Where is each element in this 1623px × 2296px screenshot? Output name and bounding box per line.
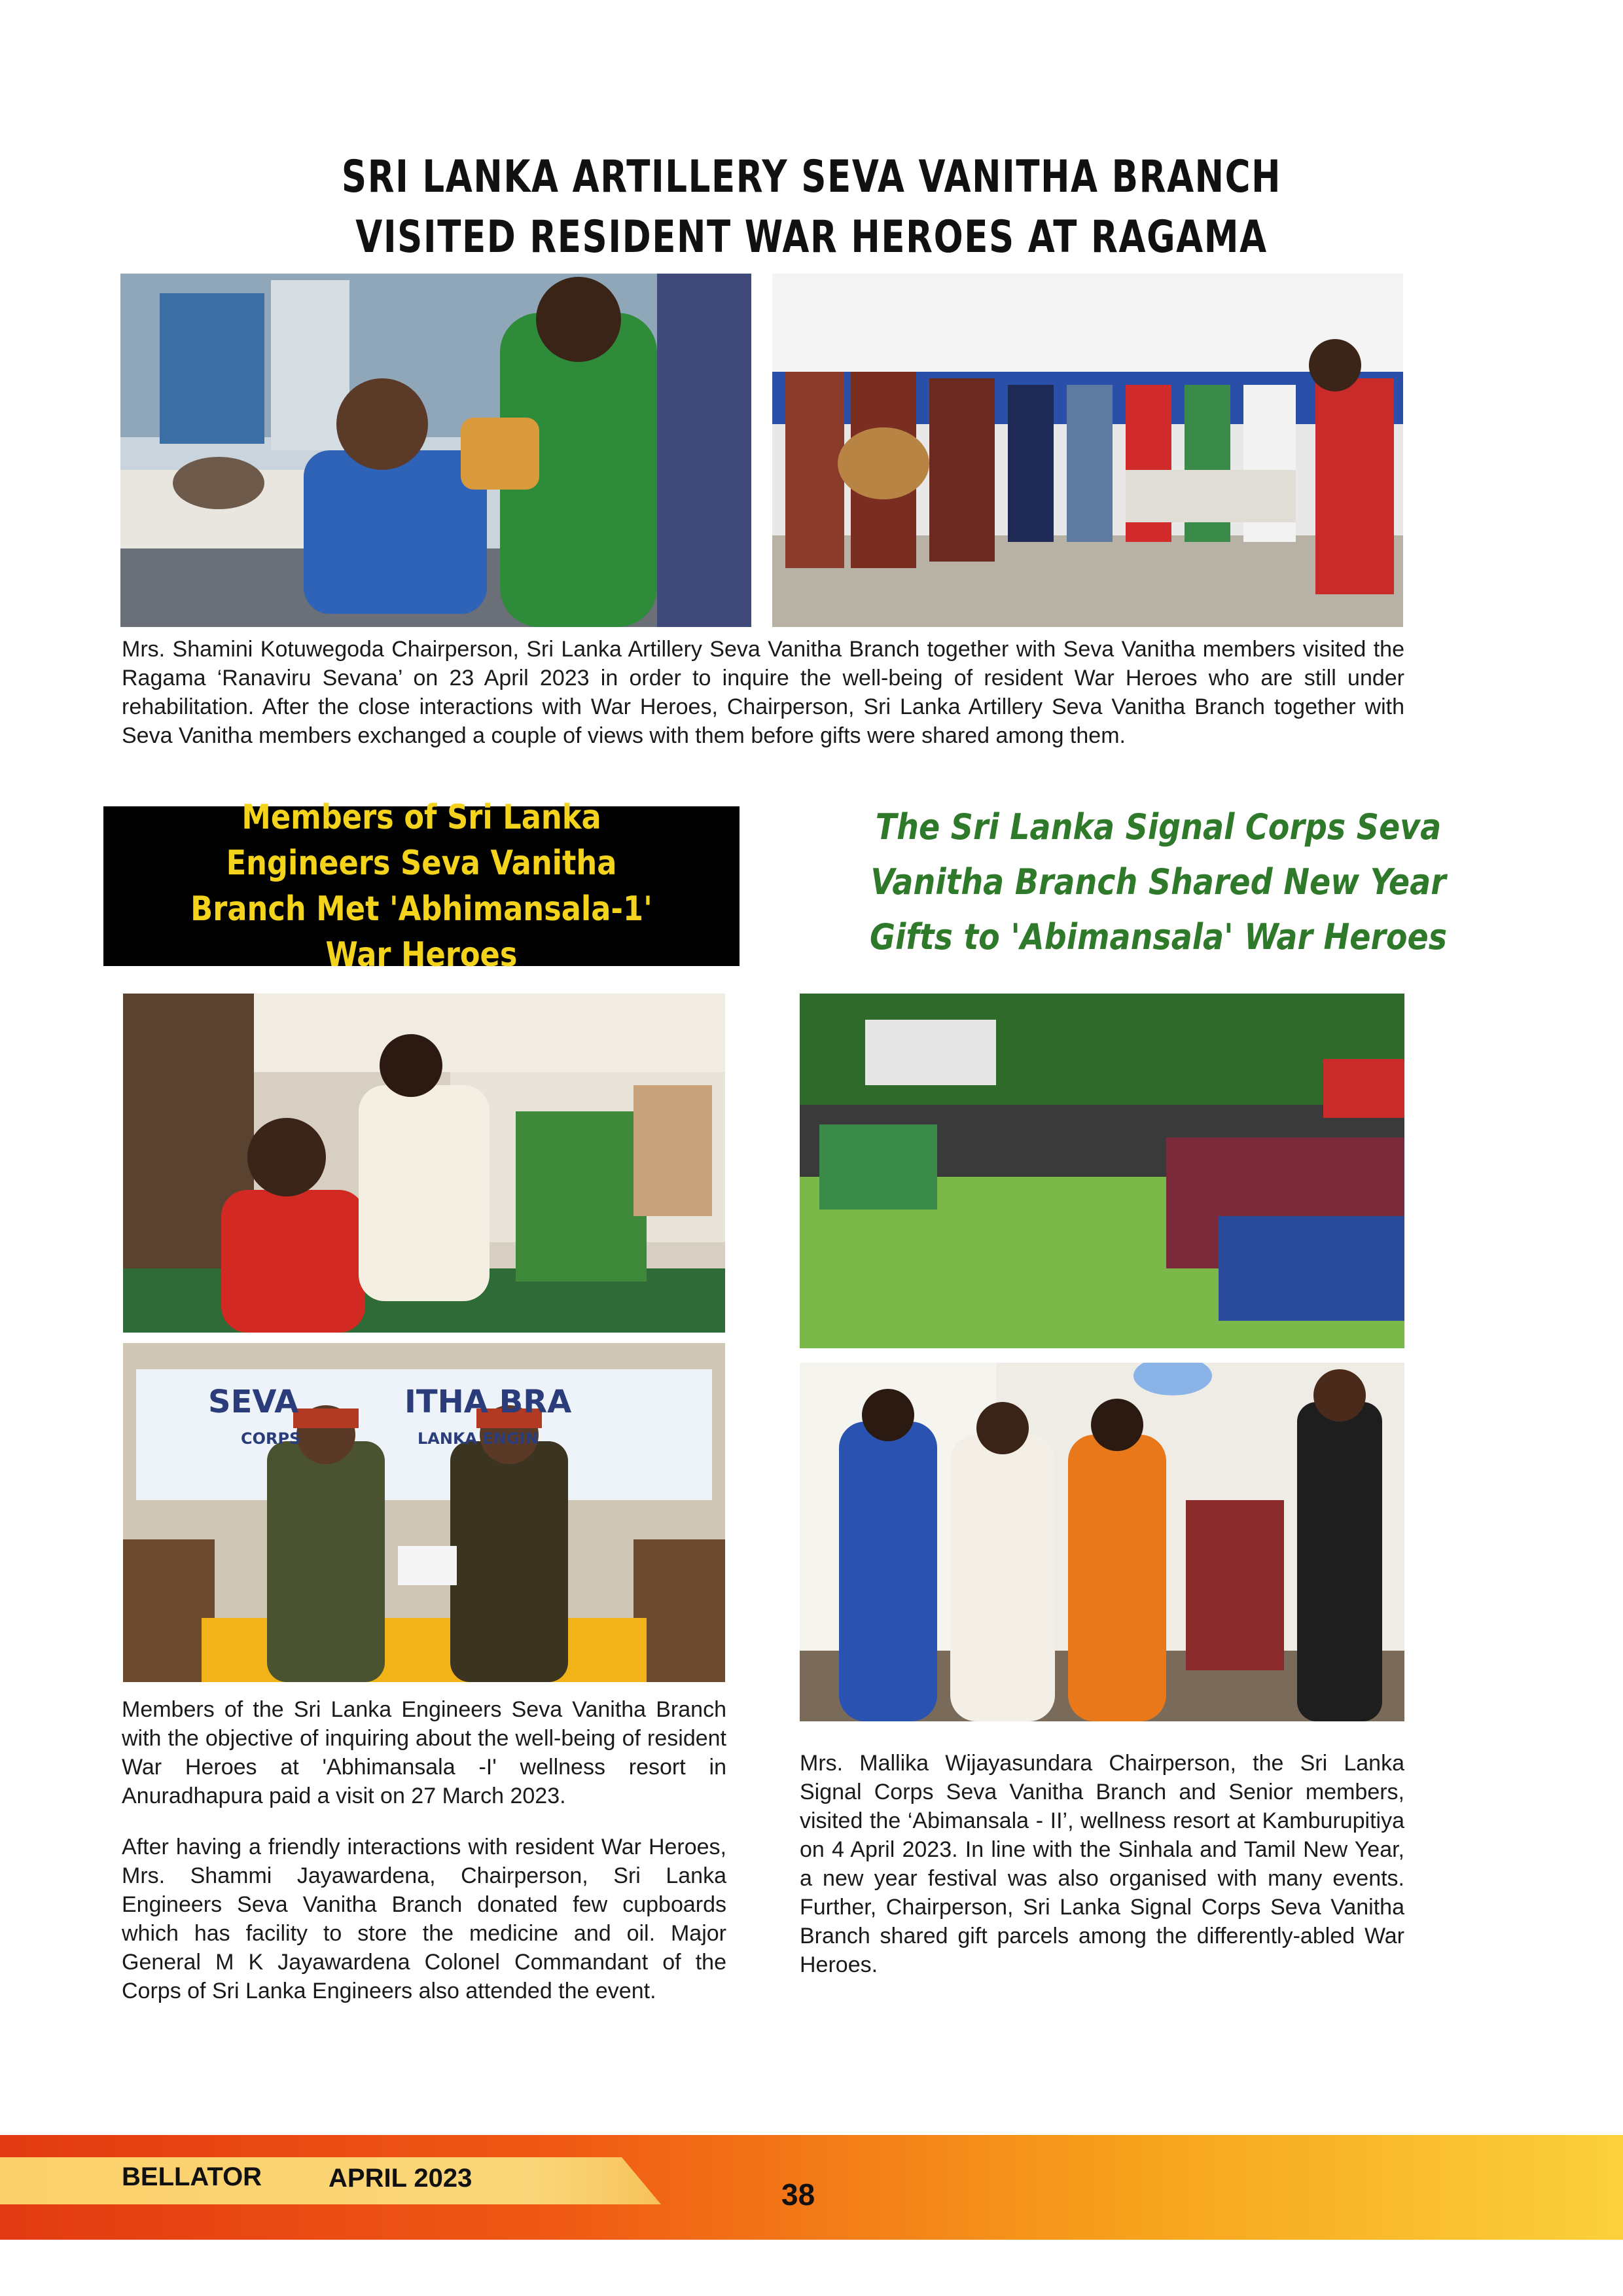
photo-banner-text-b: ITHA BRA — [404, 1384, 572, 1420]
photo-abimansala-gathering — [800, 994, 1404, 1348]
engineers-story-heading-box — [103, 798, 740, 975]
photo-banner-subtext: CORPS — [241, 1429, 301, 1448]
top-story-caption: Mrs. Shamini Kotuwegoda Chairperson, Sri Lanka Artillery Seva Vanitha Branch together with Seva Vanitha members visited the Ragama ‘Ranaviru Sevana’ on 23 April 2023 in order to inquire the well-being of resident War Heroes who are still under rehabilitation. After the close interactions with War Heroes, Chairperson, Sri Lanka Artillery Seva Vanitha Branch together with Seva Vanitha members exchanged a couple of views with them before gifts were shared among them. — [122, 637, 1404, 748]
page-number: 38 — [781, 2178, 815, 2212]
photo-banner-subtext-b: LANKA ENGIN — [418, 1429, 539, 1448]
page-title: SRI LANKA ARTILLERY SEVA VANITHA BRANCH VISITED RESIDENT WAR HEROES AT RAGAMA — [341, 151, 1282, 263]
engineers-story-heading: Members of Sri Lanka Engineers Seva Vanitha Branch Met 'Abhimansala-1' War Heroes — [190, 798, 652, 975]
issue-date: APRIL 2023 — [329, 2164, 473, 2193]
signal-corps-story-heading-wrap — [779, 800, 1538, 965]
signal-corps-story-text: Mrs. Mallika Wijayasundara Chairperson, the Sri Lanka Signal Corps Seva Vanitha Branch and Senior members, visited the ‘Abimansala - II’, wellness resort at Kamburupitiya on 4 April 2023. In line with the Sinhala and Tamil New Year, a new year festival was also organised with many events. Further, Chairperson, Sri Lanka Signal Corps Seva Vanitha Branch shared gift parcels among the differently-abled War Heroes. — [800, 1751, 1404, 1977]
magazine-name: BELLATOR — [122, 2162, 262, 2191]
photo-engineers-presentation — [123, 1343, 725, 1682]
photo-signal-corps-visit — [800, 1363, 1404, 1721]
photo-ragama-musicians — [772, 274, 1403, 627]
photo-abhimansala-visit — [123, 994, 725, 1333]
photo-banner-text: SEVA — [208, 1384, 299, 1420]
engineers-paragraph-2: After having a friendly interactions with resident War Heroes, Mrs. Shammi Jayawardena, Chairperson, Sri Lanka Engineers Seva Vanitha Branch donated few cupboards which has facility to store the medicine and oil. Major General M K Jayawardena Colonel Commandant of the Corps of Sri Lanka Engineers also attended the event. — [122, 1835, 726, 2003]
engineers-story-text — [122, 1695, 726, 2005]
photo-ragama-bedside-visit — [120, 274, 751, 627]
engineers-paragraph-1: Members of the Sri Lanka Engineers Seva Vanitha Branch with the objective of inquiring about the well-being of resident War Heroes at 'Abhimansala -I' wellness resort in Anuradhapura paid a visit on 27 March 2023. — [122, 1697, 726, 1808]
signal-corps-story-heading: The Sri Lanka Signal Corps Seva Vanitha Branch Shared New Year Gifts to 'Abimansala' War Heroes — [869, 806, 1448, 958]
